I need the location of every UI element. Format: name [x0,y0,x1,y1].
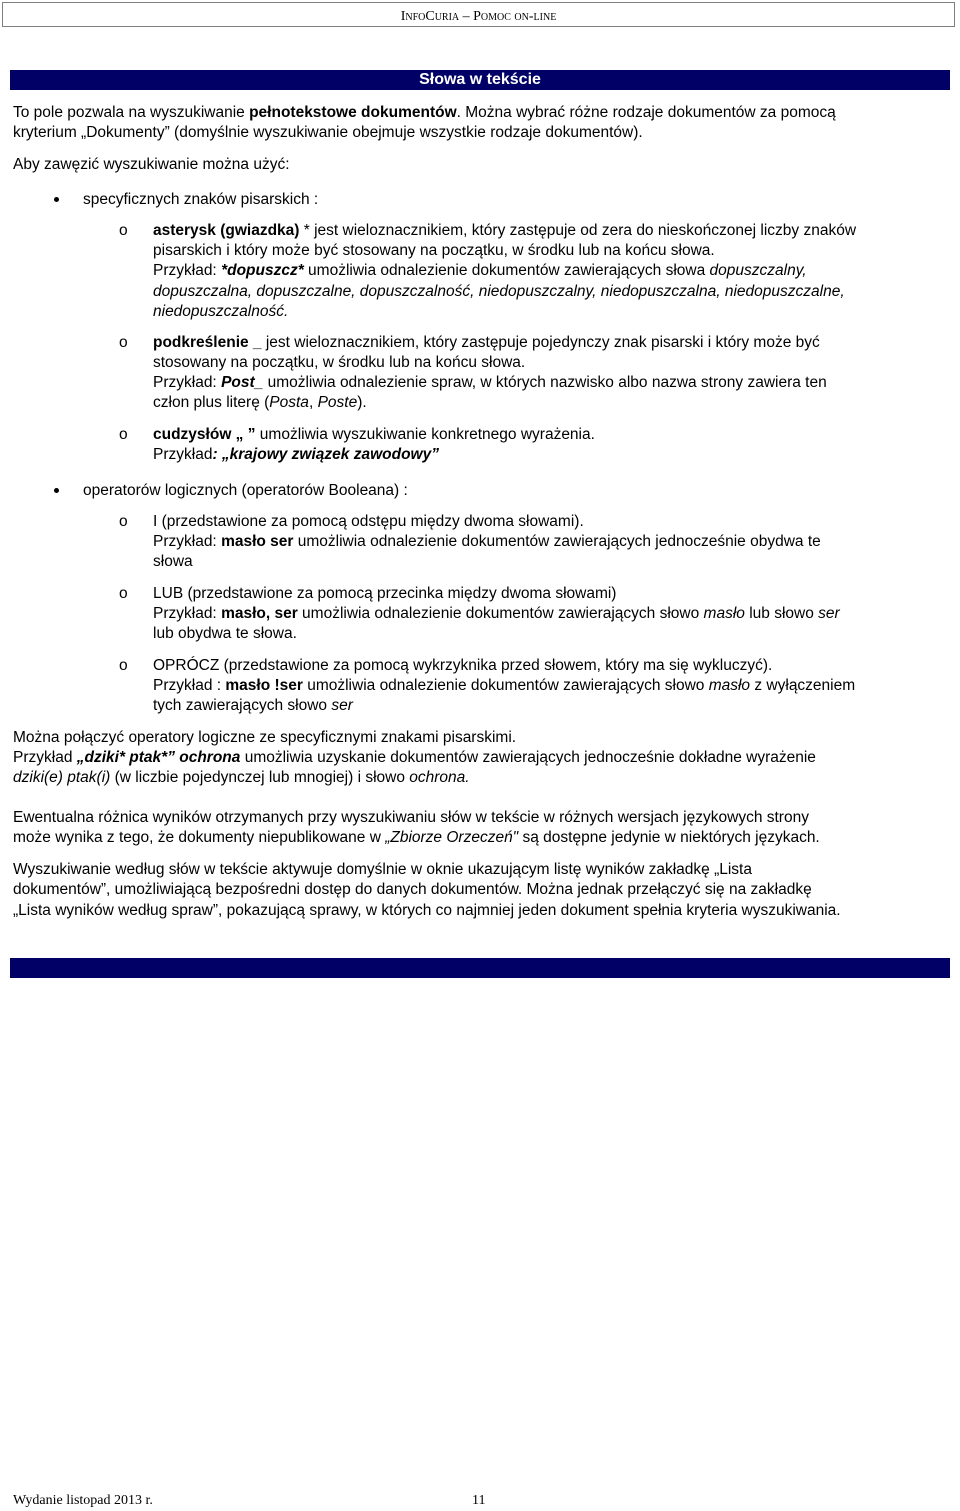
list-marker: o [119,657,128,674]
asterisk-line-3: Przykład: *dopuszcz* umożliwia odnalezienie dokumentów zawierających słowa dopuszczalny, [153,262,807,279]
list-marker: o [119,426,128,443]
and-line-3: słowa [153,553,193,570]
bullet-boolean-operators: operatorów logicznych (operatorów Booleana) : [83,482,408,499]
combine-line-1: Można połączyć operatory logiczne ze specyficznymi znakami pisarskimi. [13,729,517,746]
final-line-2: dokumentów”, umożliwiającą bezpośredni dostęp do danych dokumentów. Można jednak przełączyć się na zakładkę [13,881,812,898]
list-marker: o [119,513,128,530]
bullet-dot [54,197,59,202]
bullet-special-chars: specyficznych znaków pisarskich : [83,191,319,208]
combine-line-3: dziki(e) ptak(i) (w liczbie pojedynczej lub mnogiej) i słowo ochrona. [13,769,470,786]
and-line-2: Przykład: masło ser umożliwia odnalezienie dokumentów zawierających jednocześnie obydwa te [153,533,821,550]
not-line-2: Przykład : masło !ser umożliwia odnalezienie dokumentów zawierających słowo masło z wyłączeniem [153,677,856,694]
note-line-1: Ewentualna różnica wyników otrzymanych przy wyszukiwaniu słów w tekście w różnych wersjach językowych strony [13,809,809,826]
footer-edition: Wydanie listopad 2013 r. [13,1493,153,1508]
underscore-line-2: stosowany na początku, w środku lub na końcu słowa. [153,354,526,371]
or-line-3: lub obydwa te słowa. [153,625,297,642]
final-line-3: „Lista wyników według spraw”, pokazującą sprawy, w których co najmniej jeden dokument spełnia kryteria wyszukiwania. [13,902,841,919]
intro-line-2: kryterium „Dokumenty” (domyślnie wyszukiwanie obejmuje wszystkie rodzaje dokumentów). [13,124,643,141]
underscore-line-3: Przykład: Post_ umożliwia odnalezienie spraw, w których nazwisko albo nazwa strony zawiera ten [153,374,827,391]
and-line-1: I (przedstawione za pomocą odstępu między dwoma słowami). [153,513,584,530]
intro-line-1: To pole pozwala na wyszukiwanie pełnotekstowe dokumentów. Można wybrać różne rodzaje dokumentów za pomocą [13,104,836,121]
list-marker: o [119,334,128,351]
list-marker: o [119,585,128,602]
not-line-3: tych zawierających słowo ser [153,697,353,714]
quotes-line-2: Przykład: „krajowy związek zawodowy” [153,446,439,463]
asterisk-line-2: pisarskich i który może być stosowany na początku, w środku lub na końcu słowa. [153,242,715,259]
final-line-1: Wyszukiwanie według słów w tekście aktywuje domyślnie w oknie ukazującym listę wyników zakładkę „Lista [13,861,752,878]
page-number: 11 [472,1493,486,1508]
combine-line-2: Przykład „dziki* ptak*” ochrona umożliwia uzyskanie dokumentów zawierających jednocześnie dokładne wyrażenie [13,749,816,766]
asterisk-line-5: niedopuszczalność. [153,303,289,320]
not-line-1: OPRÓCZ (przedstawione za pomocą wykrzyknika przed słowem, który ma się wykluczyć). [153,657,773,674]
bullet-dot [54,488,59,493]
list-marker: o [119,222,128,239]
asterisk-line-4: dopuszczalna, dopuszczalne, dopuszczalność, niedopuszczalny, niedopuszczalna, niedopuszczalne, [153,283,845,300]
section-footer-bar [10,958,950,978]
underscore-line-4: człon plus literę (Posta, Poste). [153,394,367,411]
header-frame [2,2,955,27]
section-title: Słowa w tekście [419,71,541,88]
intro-line-3: Aby zawęzić wyszukiwanie można użyć: [13,156,290,173]
or-line-1: LUB (przedstawione za pomocą przecinka między dwoma słowami) [153,585,617,602]
note-line-2: może wynika z tego, że dokumenty niepublikowane w „Zbiorze Orzeczeń" są dostępne jedynie w niektórych językach. [13,829,820,846]
quotes-line-1: cudzysłów „ ” umożliwia wyszukiwanie konkretnego wyrażenia. [153,426,595,443]
or-line-2: Przykład: masło, ser umożliwia odnalezienie dokumentów zawierających słowo masło lub słowo ser [153,605,840,622]
header-title: InfoCuria – Pomoc on-line [400,9,557,24]
underscore-line-1: podkreślenie _ jest wieloznacznikiem, który zastępuje pojedynczy znak pisarski i który może być [153,334,820,351]
asterisk-line-1: asterysk (gwiazdka) * jest wieloznacznikiem, który zastępuje od zera do nieskończonej liczby znaków [153,222,857,239]
section-title-bar [10,70,950,90]
